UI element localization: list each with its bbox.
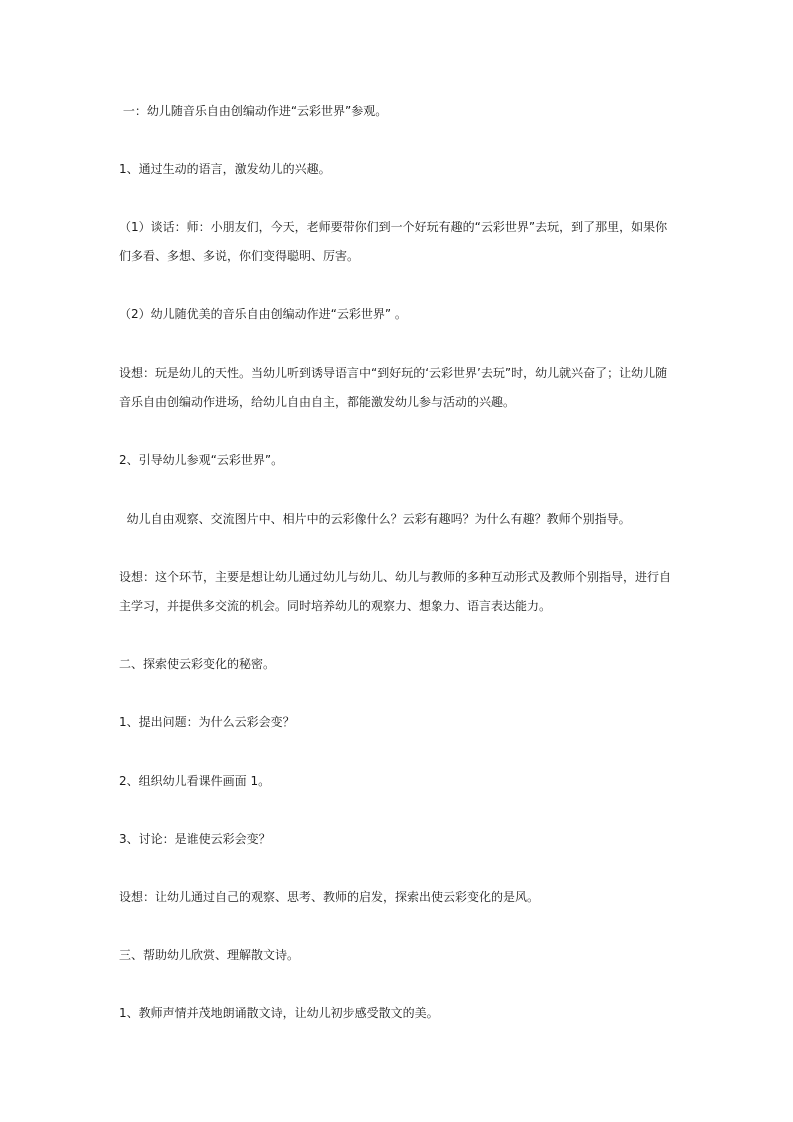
design-note-1: 设想：玩是幼儿的天性。当幼儿听到诱导语言中“到好玩的‘云彩世界’去玩”时，幼儿就兴奋了；让幼儿随音乐自由创编动作进场，给幼儿自由自主，都能激发幼儿参与活动的兴趣。	[119, 366, 668, 409]
design-note-3: 设想：让幼儿通过自己的观察、思考、教师的启发，探索出使云彩变化的是风。	[119, 890, 540, 904]
sub-step-music: （2）幼儿随优美的音乐自由创编动作进“云彩世界” 。	[119, 307, 407, 321]
sub-step-talk: （1）谈话：师：小朋友们，今天，老师要带你们到一个好玩有趣的“云彩世界”去玩，到了那里，如果你们多看、多想、多说，你们变得聪明、厉害。	[119, 220, 668, 263]
step-2-3: 3、讨论：是谁使云彩会变？	[119, 832, 271, 846]
step-1-1: 1、通过生动的语言，激发幼儿的兴趣。	[119, 162, 331, 176]
step-2-2: 2、组织幼儿看课件画面 1。	[119, 774, 271, 788]
section-heading-one: 一：幼儿随音乐自由创编动作进“云彩世界”参观。	[119, 104, 388, 118]
section-heading-three: 三、帮助幼儿欣赏、理解散文诗。	[119, 948, 300, 962]
step-2-1: 1、提出问题：为什么云彩会变？	[119, 715, 295, 729]
step-3-1: 1、教师声情并茂地朗诵散文诗，让幼儿初步感受散文的美。	[119, 1006, 439, 1020]
observation-paragraph: 幼儿自由观察、交流图片中、相片中的云彩像什么？云彩有趣吗？为什么有趣？教师个别指导。	[119, 512, 631, 526]
section-heading-two: 二、探索使云彩变化的秘密。	[119, 657, 276, 671]
step-1-2: 2、引导幼儿参观“云彩世界”。	[119, 453, 284, 467]
design-note-2: 设想：这个环节，主要是想让幼儿通过幼儿与幼儿、幼儿与教师的多种互动形式及教师个别指导，进行自主学习，并提供多交流的机会。同时培养幼儿的观察力、想象力、语言表达能力。	[119, 570, 672, 613]
